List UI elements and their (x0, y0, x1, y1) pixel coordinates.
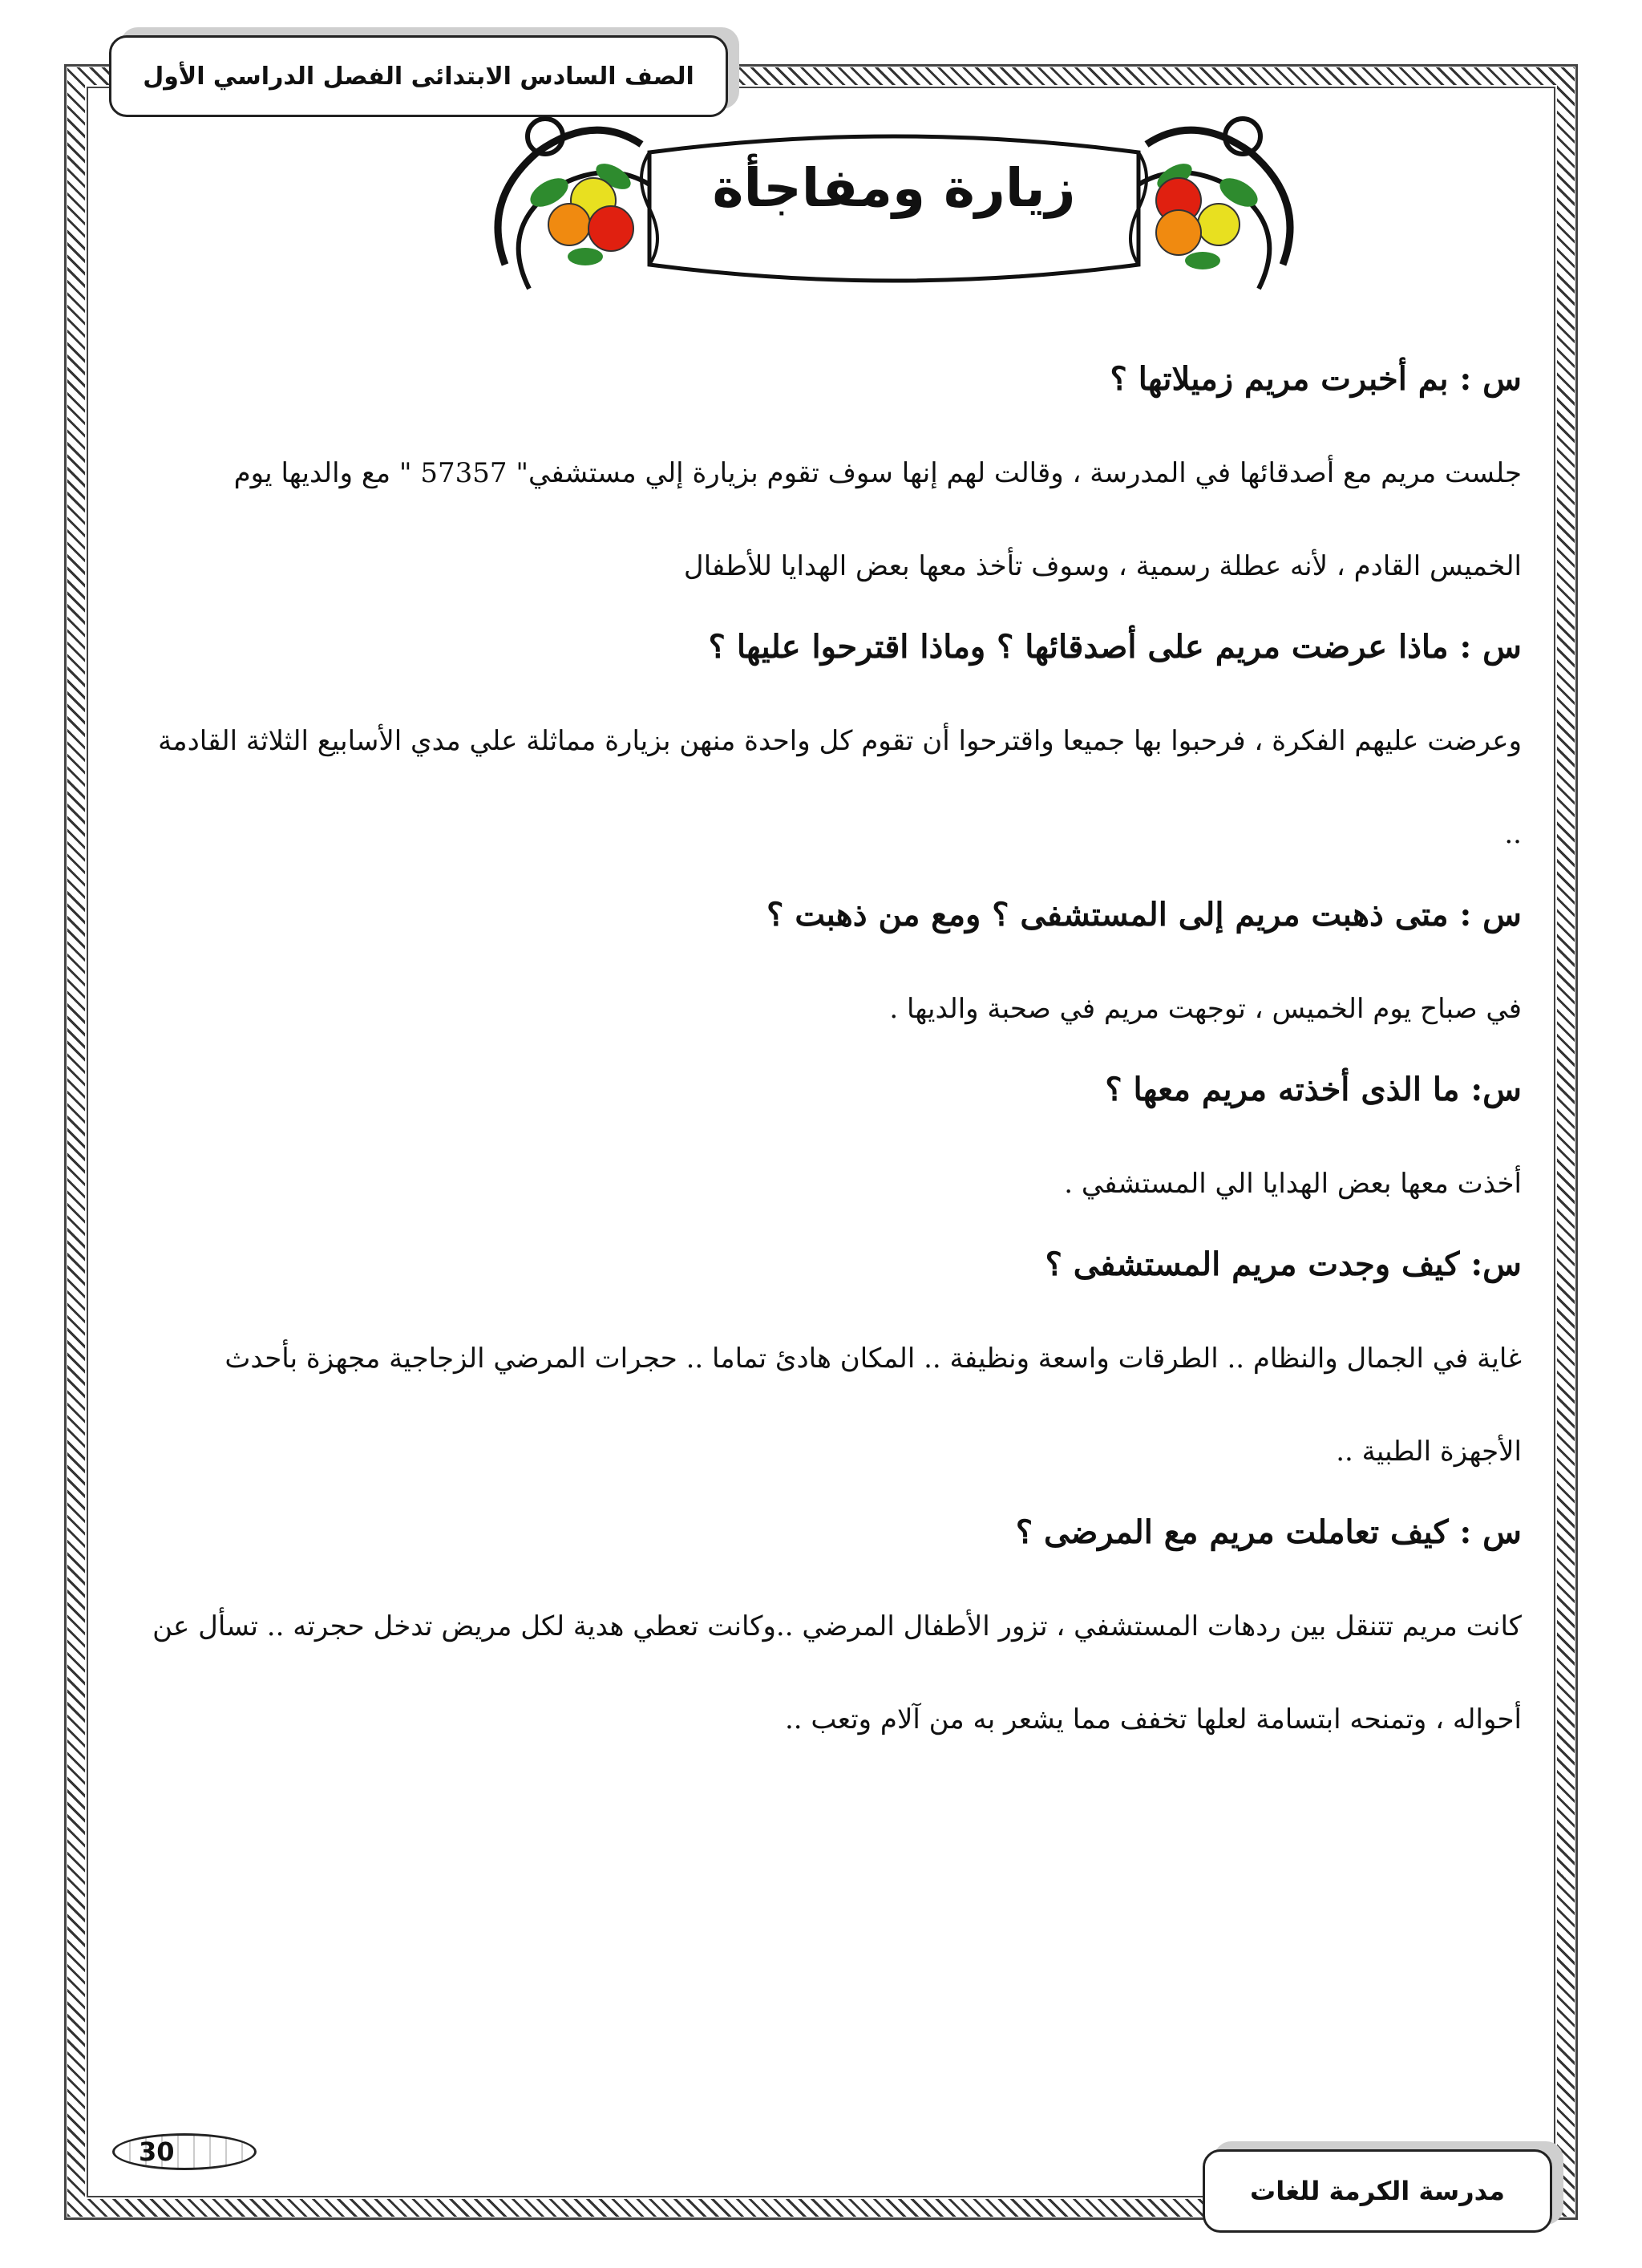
question: س : كيف تعاملت مريم مع المرضى ؟ (1015, 1513, 1522, 1551)
answer: وعرضت عليهم الفكرة ، فرحبوا بها جميعا واقترحوا أن تقوم كل واحدة منهن بزيارة مماثلة علي مدي الأسابيع الثلاثة القادمة .. (158, 725, 1522, 850)
answer: أخذت معها بعض الهدايا الي المستشفي . (1064, 1168, 1522, 1200)
lesson-title: زيارة ومفاجأة (712, 157, 1076, 219)
qa-item (136, 1237, 1522, 1498)
qa-item (136, 351, 1522, 613)
school-name-tab (1203, 2149, 1552, 2233)
answer: جلست مريم مع أصدقائها في المدرسة ، وقالت لهم إنها سوف تقوم بزيارة إلي مستشفي" 57357 " مع والديها يوم الخميس القادم ، لأنه عطلة رسمية ، وسوف تأخذ معها بعض الهدايا للأطفال (233, 457, 1522, 582)
question: س : بم أخبرت مريم زميلاتها ؟ (1110, 360, 1522, 398)
title-banner (473, 104, 1315, 314)
answer: غاية في الجمال والنظام .. الطرقات واسعة ونظيفة .. المكان هادئ تماما .. حجرات المرضي الزجاجية مجهزة بأحدث الأجهزة الطبية .. (224, 1343, 1522, 1468)
qa-item (136, 1062, 1522, 1230)
question: س : ماذا عرضت مريم على أصدقائها ؟ وماذا اقترحوا عليها ؟ (708, 628, 1522, 666)
school-name: مدرسة الكرمة للغات (1250, 2176, 1505, 2206)
grade-label: الصف السادس الابتدائى الفصل الدراسي الأول (143, 62, 694, 91)
question: س : متى ذهبت مريم إلى المستشفى ؟ ومع من ذهبت ؟ (766, 896, 1522, 934)
question: س: ما الذى أخذته مريم معها ؟ (1105, 1071, 1522, 1108)
answer: في صباح يوم الخميس ، توجهت مريم في صحبة والديها . (889, 993, 1522, 1025)
answer: كانت مريم تتنقل بين ردهات المستشفي ، تزور الأطفال المرضي ..وكانت تعطي هدية لكل مريض تدخل حجرته .. تسأل عن أحواله ، وتمنحه ابتسامة لعلها تخفف مما يشعر به من آلام وتعب .. (152, 1610, 1522, 1735)
qa-item (136, 887, 1522, 1055)
qa-list (136, 351, 1522, 1772)
page-number-badge (112, 2133, 257, 2170)
qa-item (136, 1505, 1522, 1766)
question: س: كيف وجدت مريم المستشفى ؟ (1045, 1245, 1522, 1283)
page-number: 30 (139, 2136, 175, 2167)
qa-item (136, 619, 1522, 881)
